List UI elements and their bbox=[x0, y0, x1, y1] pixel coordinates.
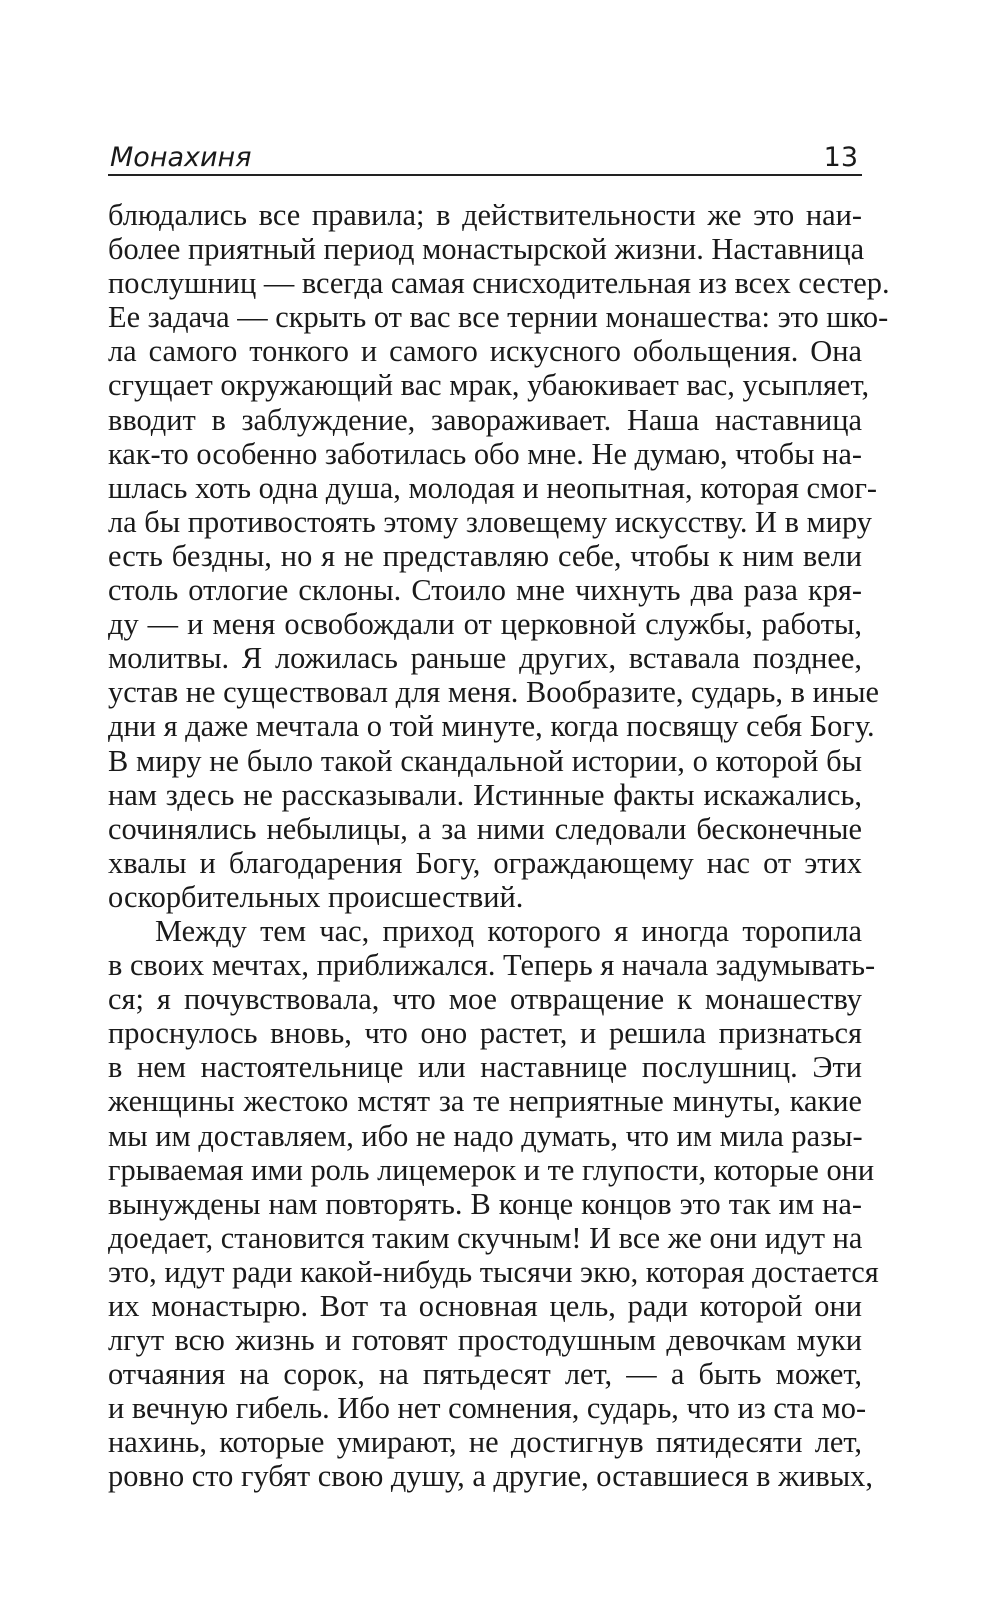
text-line: лгут всю жизнь и готовят простодушным девочкам муки bbox=[108, 1323, 862, 1358]
text-line: В миру не было такой скандальной истории, о которой бы bbox=[108, 743, 862, 778]
text-line: молитвы. Я ложилась раньше других, вставала позднее, bbox=[108, 641, 862, 676]
text-line: ся; я почувствовала, что мое отвращение к монашеству bbox=[108, 982, 862, 1017]
paragraph-1 bbox=[108, 198, 890, 914]
text-line: проснулось вновь, что оно растет, и решила признаться bbox=[108, 1016, 862, 1051]
text-line: ла бы противостоять этому зловещему искусству. И в миру bbox=[108, 504, 873, 539]
text-line: Ее задача — скрыть от вас все тернии монашества: это шко- bbox=[108, 300, 889, 335]
text-line: в своих мечтах, приближался. Теперь я начала задумывать- bbox=[108, 948, 876, 983]
text-line: грываемая ими роль лицемерок и те глупости, которые они bbox=[108, 1152, 875, 1187]
text-line: ду — и меня освобождали от церковной службы, работы, bbox=[108, 607, 862, 642]
text-line: нам здесь не рассказывали. Истинные факты искажались, bbox=[108, 777, 862, 812]
text-line: и вечную гибель. Ибо нет сомнения, сударь, что из ста мо- bbox=[108, 1391, 867, 1426]
text-line: нахинь, которые умирают, не достигнув пятидесяти лет, bbox=[108, 1425, 862, 1460]
text-line: сочинялись небылицы, а за ними следовали бесконечные bbox=[108, 811, 862, 846]
text-line: более приятный период монастырской жизни. Наставница bbox=[108, 232, 865, 267]
text-line: устав не существовал для меня. Вообразите, сударь, в иные bbox=[108, 675, 879, 710]
text-line: столь отлогие склоны. Стоило мне чихнуть два раза кря- bbox=[108, 573, 862, 608]
text-line: мы им доставляем, ибо не надо думать, что им мила разы- bbox=[108, 1118, 863, 1153]
text-line: послушниц — всегда самая снисходительная из всех сестер. bbox=[108, 266, 890, 301]
text-line: есть бездны, но я не представляю себе, чтобы к ним вели bbox=[108, 538, 862, 573]
paragraph-2 bbox=[108, 913, 879, 1494]
text-line: это, идут ради какой-нибудь тысячи экю, которая достается bbox=[108, 1254, 879, 1289]
page-number: 13 bbox=[823, 142, 858, 173]
text-line: блюдались все правила; в действительности же это наи- bbox=[108, 198, 862, 232]
running-head bbox=[108, 136, 862, 176]
text-line: сгущает окружающий вас мрак, убаюкивает вас, усыпляет, bbox=[108, 368, 870, 403]
text-line: шлась хоть одна душа, молодая и неопытная, которая смог- bbox=[108, 470, 878, 505]
text-line: ровно сто губят свою душу, а другие, оставшиеся в живых, bbox=[108, 1459, 873, 1494]
text-line: Между тем час, приход которого я иногда торопила bbox=[155, 913, 862, 948]
text-line: оскорбительных происшествий. bbox=[108, 879, 524, 914]
text-line: дни я даже мечтала о той минуте, когда посвящу себя Богу. bbox=[108, 709, 875, 744]
running-title: Монахиня bbox=[110, 142, 252, 173]
body-text bbox=[108, 198, 890, 1494]
text-line: их монастырю. Вот та основная цель, ради которой они bbox=[108, 1289, 862, 1323]
text-line: хвалы и благодарения Богу, ограждающему нас от этих bbox=[108, 845, 862, 880]
text-line: ла самого тонкого и самого искусного обольщения. Она bbox=[108, 334, 862, 369]
text-line: как-то особенно заботилась обо мне. Не думаю, чтобы на- bbox=[108, 436, 862, 471]
book-page bbox=[108, 136, 890, 1494]
text-line: женщины жестоко мстят за те неприятные минуты, какие bbox=[108, 1084, 862, 1119]
text-line: вынуждены нам повторять. В конце концов это так им на- bbox=[108, 1186, 862, 1221]
text-line: отчаяния на сорок, на пятьдесят лет, — а быть может, bbox=[108, 1357, 862, 1392]
text-line: вводит в заблуждение, завораживает. Наша наставница bbox=[108, 402, 862, 437]
text-line: доедает, становится таким скучным! И все же они идут на bbox=[108, 1220, 863, 1255]
text-line: в нем настоятельнице или наставнице послушниц. Эти bbox=[108, 1050, 862, 1085]
